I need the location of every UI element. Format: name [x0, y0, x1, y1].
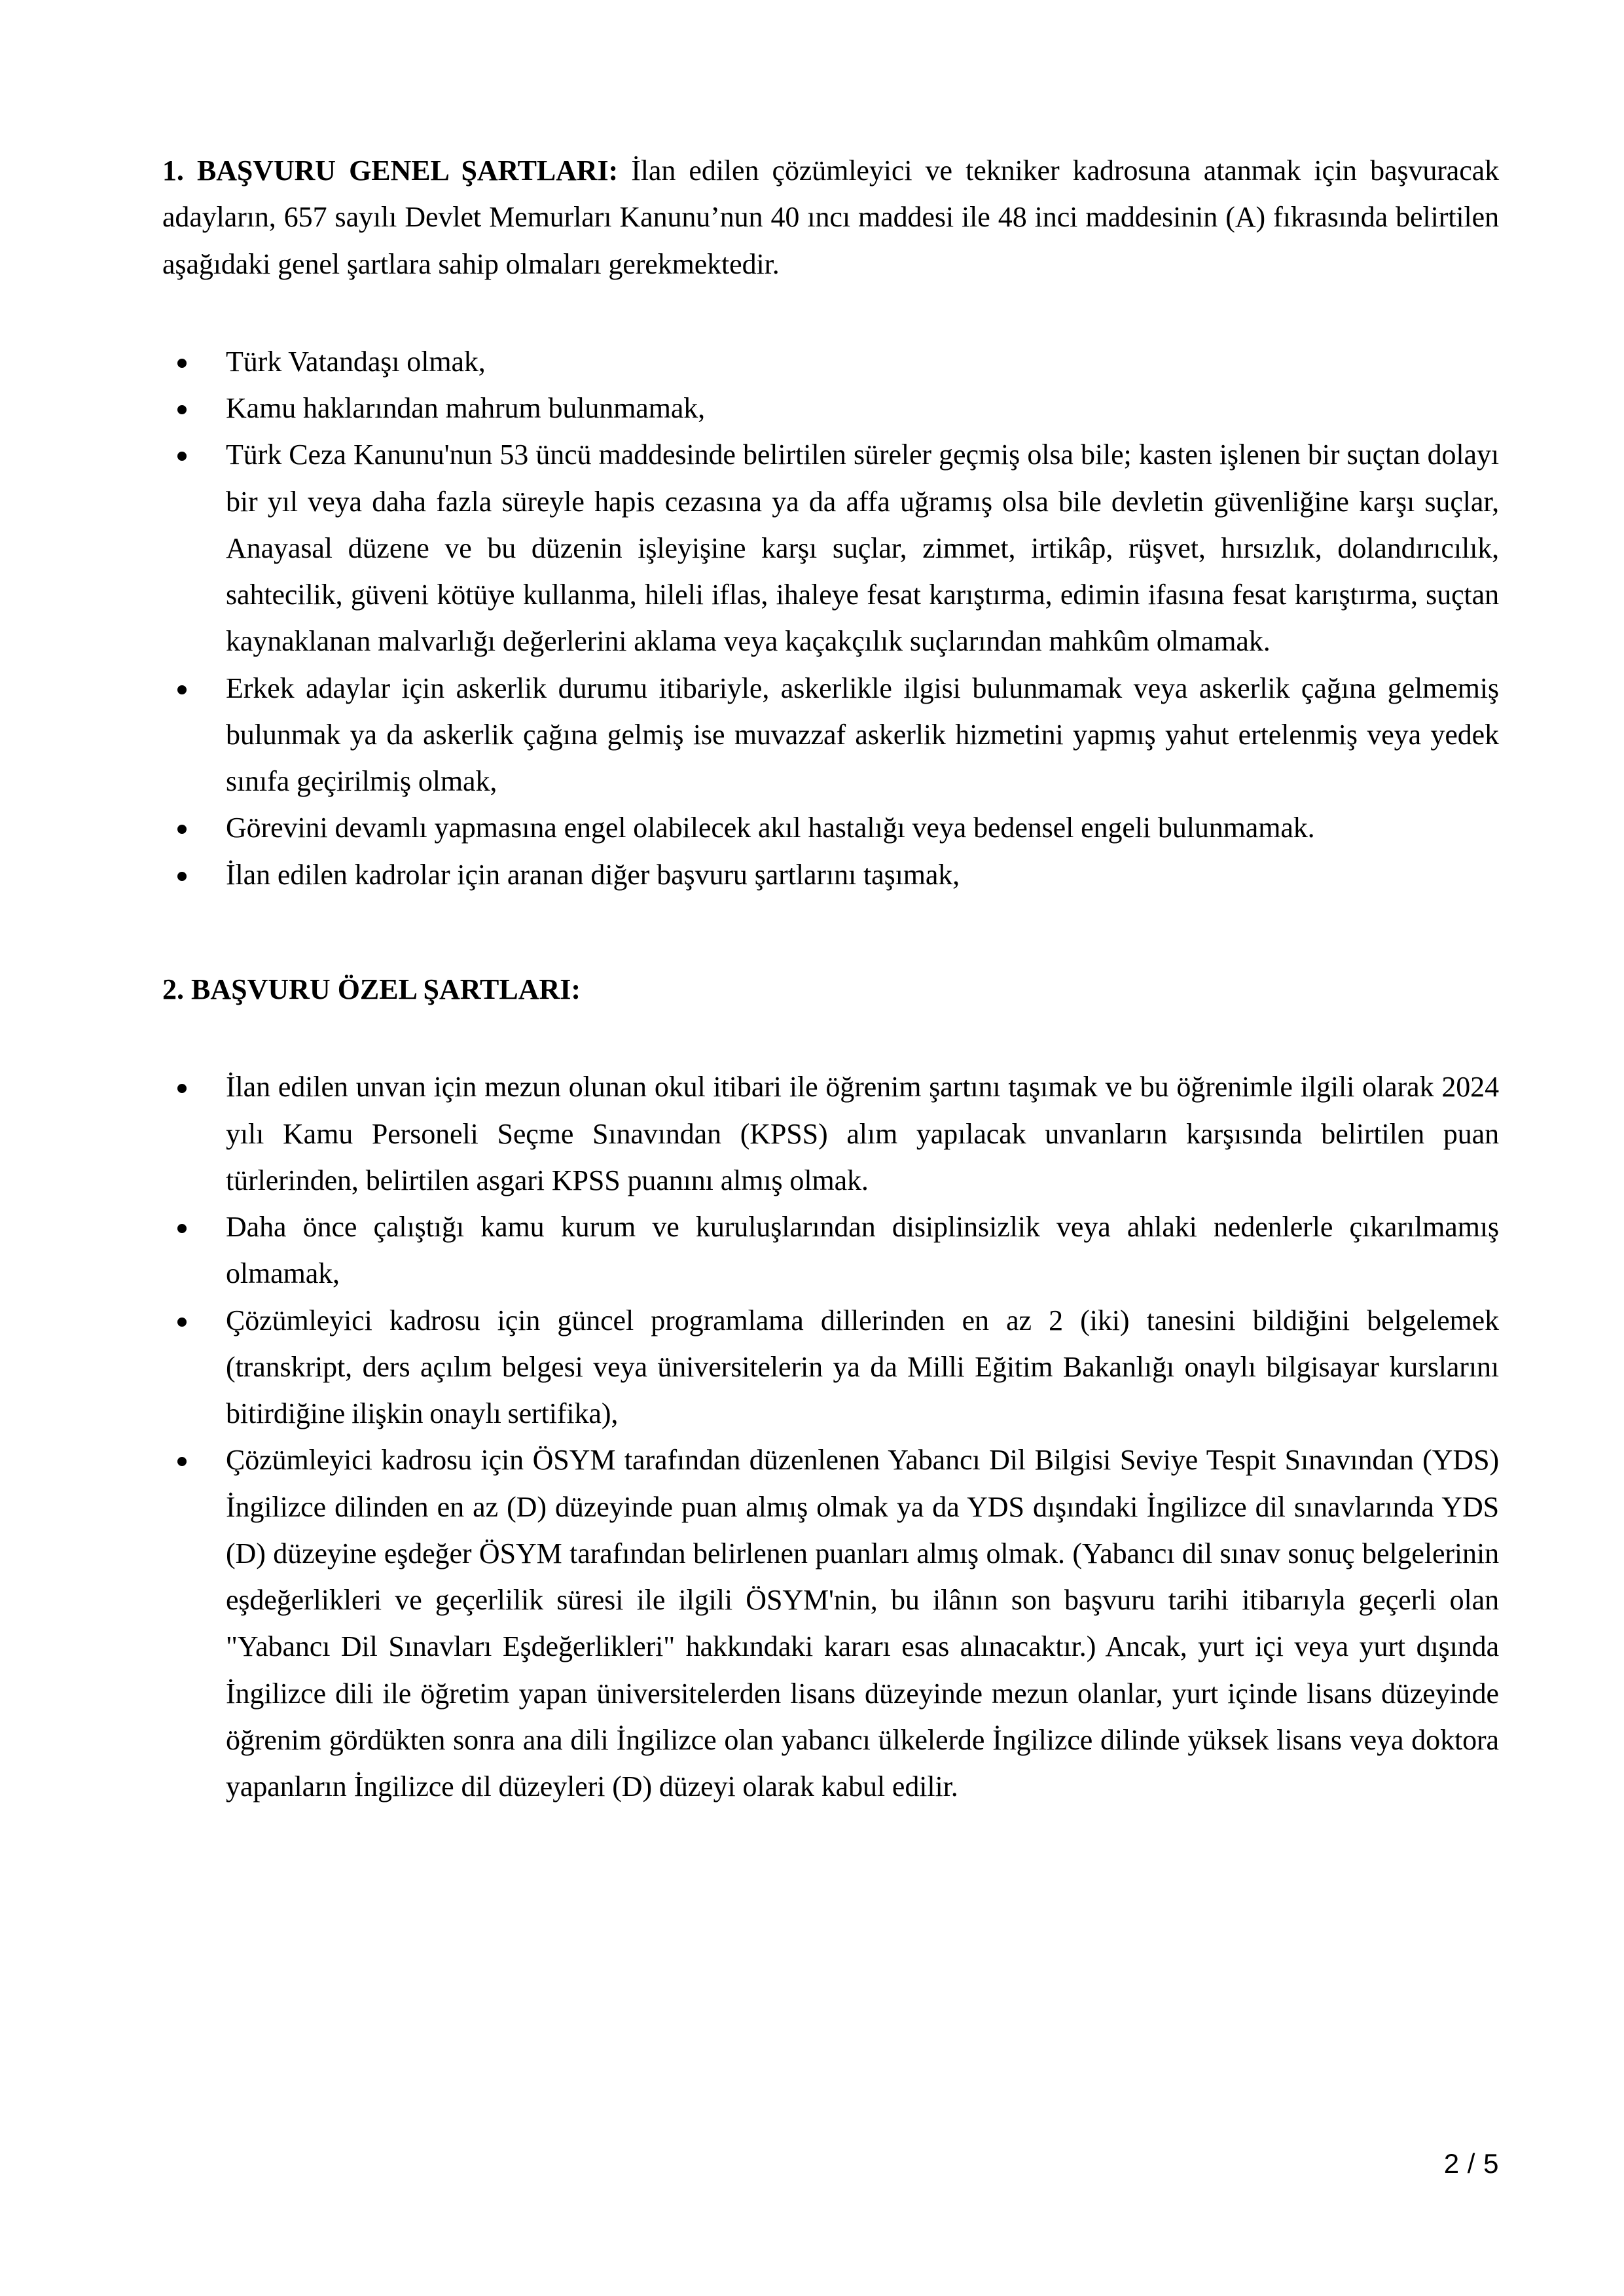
spacer	[162, 898, 1499, 966]
section-2-bullet-list	[162, 1064, 1499, 1810]
list-item-text: Çözümleyici kadrosu için güncel programlama dillerinden en az 2 (iki) tanesini bildiğini belgelemek (transkript, ders açılım belgesi veya üniversitelerin ya da Milli Eğitim Bakanlığı onaylı bilgisayar kurslarını bitirdiğine ilişkin onaylı sertifika),	[226, 1304, 1499, 1430]
section-2-heading: 2. BAŞVURU ÖZEL ŞARTLARI:	[162, 973, 581, 1005]
list-item	[162, 665, 1499, 805]
list-item	[162, 804, 1499, 851]
list-item	[162, 852, 1499, 898]
list-item-text: Görevini devamlı yapmasına engel olabilecek akıl hastalığı veya bedensel engeli bulunmamak.	[226, 812, 1315, 844]
list-item	[162, 338, 1499, 385]
list-item-text: Türk Vatandaşı olmak,	[226, 345, 486, 378]
list-item-text: Erkek adaylar için askerlik durumu itibariyle, askerlikle ilgisi bulunmamak veya askerlik çağına gelmemiş bulunmak ya da askerlik çağına gelmiş ise muvazzaf askerlik hizmetini yapmış yahut ertelenmiş veya yedek sınıfa geçirilmiş olmak,	[226, 672, 1499, 798]
list-item	[162, 385, 1499, 431]
section-1-intro-text: İlan edilen çözümleyici ve tekniker kadrosuna atanmak için başvuracak adayların, 657 sayılı Devlet Memurları Kanunu’nun 40 ıncı maddesi ile 48 inci maddesinin (A) fıkrasında belirtilen aşağıdaki genel şartlara sahip olmaları gerekmektedir.	[162, 154, 1499, 280]
list-item	[162, 431, 1499, 664]
list-item-text: Türk Ceza Kanunu'nun 53 üncü maddesinde belirtilen süreler geçmiş olsa bile; kasten işlenen bir suçtan dolayı bir yıl veya daha fazla süreyle hapis cezasına ya da affa uğramış olsa bile devletin güvenliğine karşı suçlar, Anayasal düzene ve bu düzenin işleyişine karşı suçlar, zimmet, irtikâp, rüşvet, hırsızlık, dolandırıcılık, sahtecilik, güveni kötüye kullanma, hileli iflas, ihaleye fesat karıştırma, edimin ifasına fesat karıştırma, suçtan kaynaklanan malvarlığı değerlerini aklama veya kaçakçılık suçlarından mahkûm olmamak.	[226, 439, 1499, 658]
section-1-paragraph	[162, 147, 1499, 287]
page-content	[162, 147, 1499, 1810]
page-number-footer: 2 / 5	[1443, 2148, 1499, 2179]
section-1-heading: 1. BAŞVURU GENEL ŞARTLARI:	[162, 154, 619, 187]
list-item	[162, 1297, 1499, 1437]
list-item	[162, 1204, 1499, 1297]
list-item-text: İlan edilen kadrolar için aranan diğer başvuru şartlarını taşımak,	[226, 858, 960, 891]
list-item	[162, 1064, 1499, 1204]
spacer	[162, 287, 1499, 338]
list-item-text: Çözümleyici kadrosu için ÖSYM tarafından düzenlenen Yabancı Dil Bilgisi Seviye Tespit Sınavından (YDS) İngilizce dilinden en az (D) düzeyinde puan almış olmak ya da YDS dışındaki İngilizce dil sınavlarında YDS (D) düzeyine eşdeğer ÖSYM tarafından belirlenen puanları almış olmak. (Yabancı dil sınav sonuç belgelerinin eşdeğerlikleri ve geçerlilik süresi ile ilgili ÖSYM'nin, bu ilânın son başvuru tarihi itibarıyla geçerli olan "Yabancı Dil Sınavları Eşdeğerlikleri" hakkındaki kararı esas alınacaktır.) Ancak, yurt içi veya yurt dışında İngilizce dili ile öğretim yapan üniversitelerden lisans düzeyinde mezun olanlar, yurt içinde lisans düzeyinde öğrenim gördükten sonra ana dili İngilizce olan yabancı ülkelerde İngilizce dilinde yüksek lisans veya doktora yapanların İngilizce dil düzeyleri (D) düzeyi olarak kabul edilir.	[226, 1444, 1499, 1803]
list-item-text: Daha önce çalıştığı kamu kurum ve kuruluşlarından disiplinsizlik veya ahlaki nedenlerle çıkarılmamış olmamak,	[226, 1211, 1499, 1290]
list-item	[162, 1437, 1499, 1810]
list-item-text: İlan edilen unvan için mezun olunan okul itibari ile öğrenim şartını taşımak ve bu öğrenimle ilgili olarak 2024 yılı Kamu Personeli Seçme Sınavından (KPSS) alım yapılacak unvanların karşısında belirtilen puan türlerinden, belirtilen asgari KPSS puanını almış olmak.	[226, 1071, 1499, 1196]
section-1-bullet-list	[162, 338, 1499, 898]
spacer	[162, 1013, 1499, 1064]
list-item-text: Kamu haklarından mahrum bulunmamak,	[226, 392, 706, 425]
